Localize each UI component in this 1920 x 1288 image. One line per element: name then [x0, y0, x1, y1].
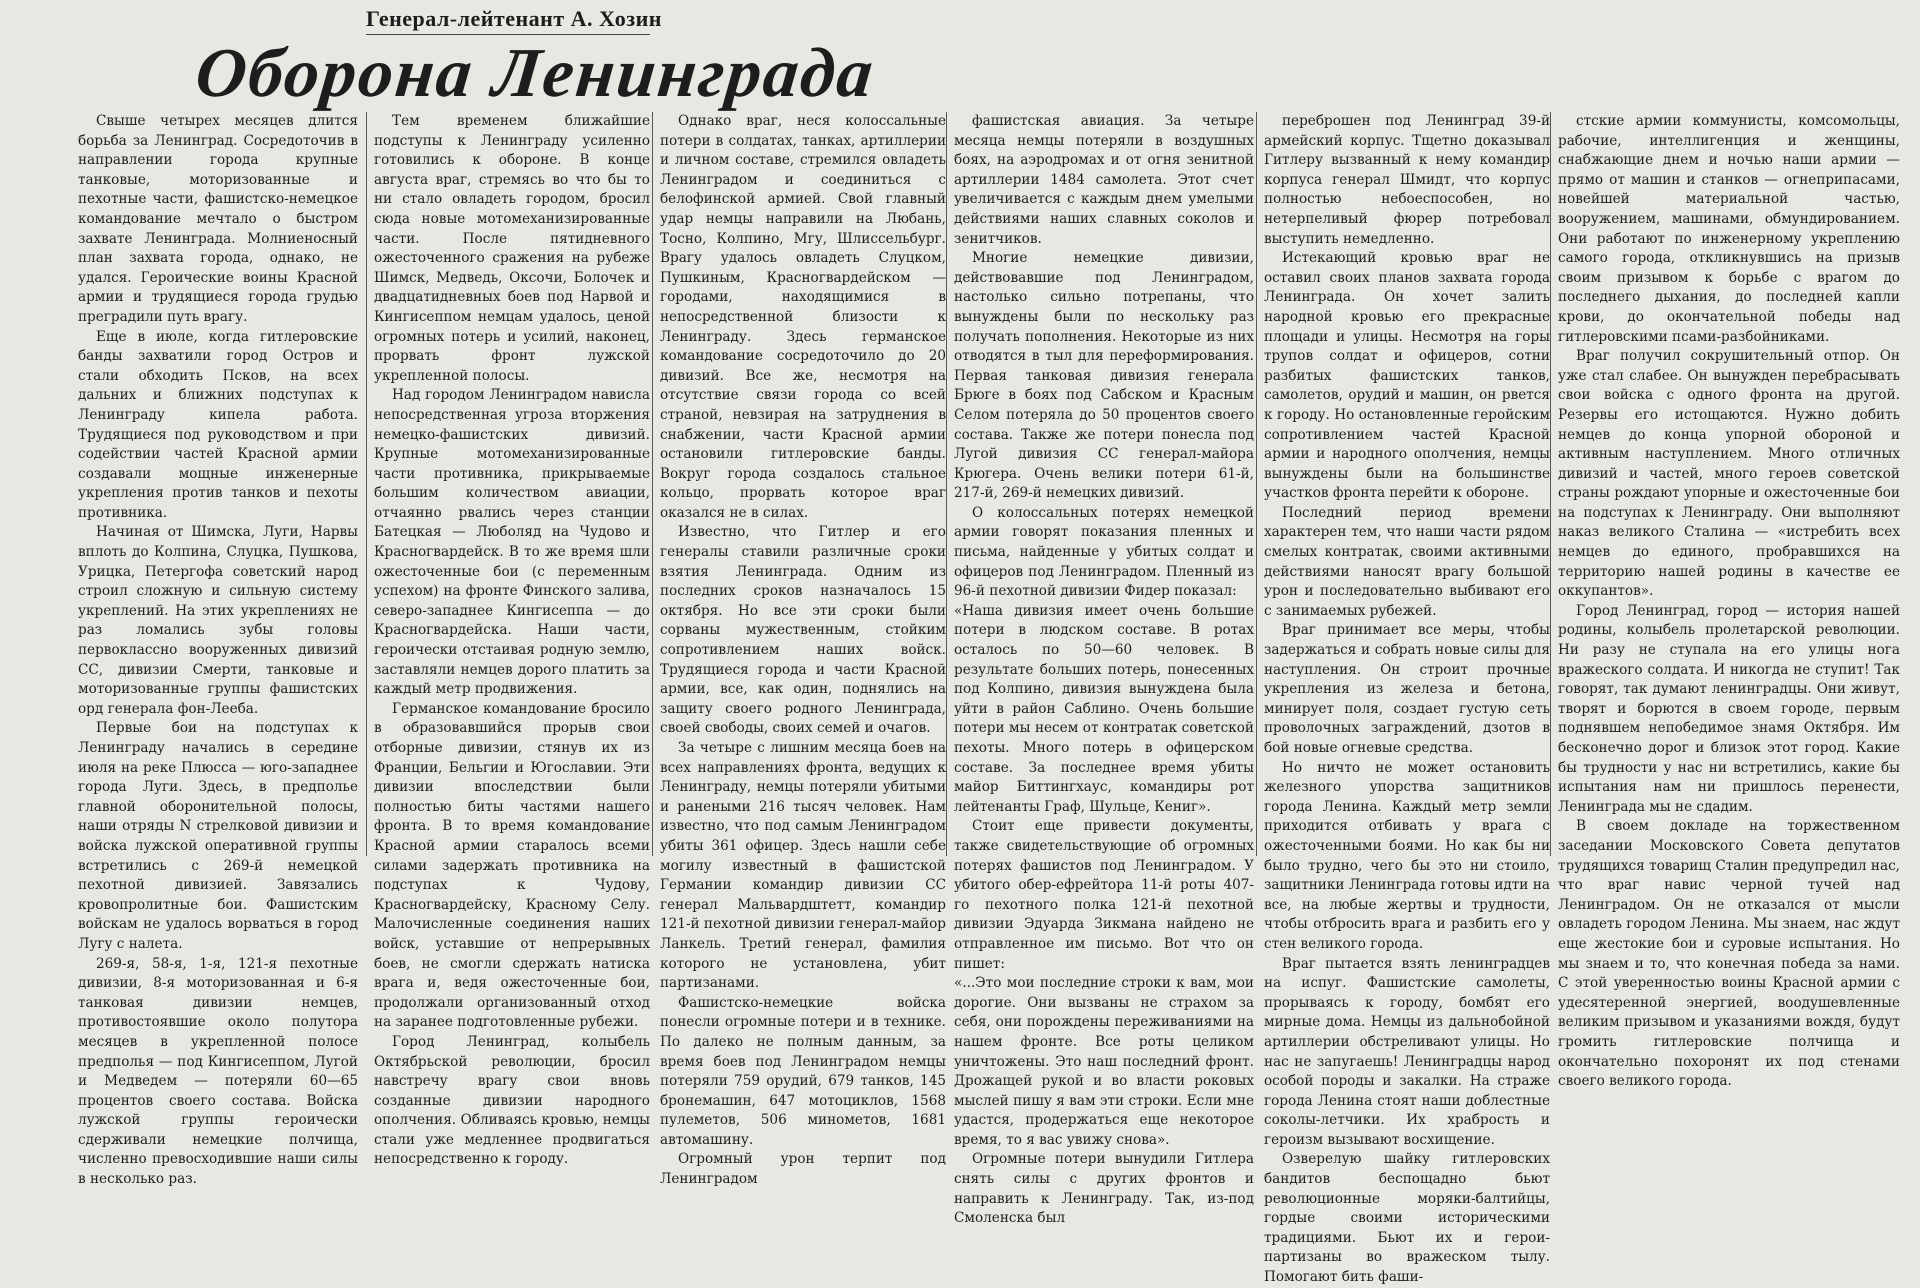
paragraph: Однако враг, неся колоссальные потери в солдатах, танках, артиллерии и личном составе, стремился овладеть Ленинградом и соединиться с белофинской армией. Свой главный удар немцы направили на Любань, Тосно, Колпино, Мгу, Шлиссельбург. Врагу удалось овладеть Слуцком, Пушкиным, Красногвардейском — городами, находящимися в непосредственной близости к Ленинграду. Здесь германское командование сосредоточило до 20 дивизий. Все же, несмотря на отсутствие связи города со всей страной, невзирая на затруднения в снабжении, части Красной армии остановили гитлеровские банды. Вокруг города создалось стальное кольцо, прорвать которое враг оказался не в силах. [660, 113, 946, 521]
column-divider [1550, 112, 1551, 856]
paragraph: Последний период времени характерен тем, что наши части рядом смелых контратак, своими активными действиями наносят врагу большой урон и последовательно выбивают его с занимаемых рубежей. [1264, 504, 1550, 619]
paragraph: Озверелую шайку гитлеровских бандитов беспощадно бьют революционные моряки-балтийцы, гордые своими историческими традициями. Бьют их и герои-партизаны во вражеском тылу. Помогают бить фаши- [1264, 1151, 1550, 1286]
paragraph: Враг принимает все меры, чтобы задержаться и собрать новые силы для наступления. Он строит прочные укрепления из железа и бетона, минирует поля, создает густую сеть проволочных заграждений, дзотов в бой новые огневые средства. [1264, 622, 1550, 756]
paragraph: Огромные потери вынудили Гитлера снять силы с других фронтов и направить к Ленинграду. Так, из-под Смоленска был [954, 1151, 1254, 1227]
article-title: Оборона Ленинграда [192, 35, 879, 112]
paragraph: Тем временем ближайшие подступы к Ленинграду усиленно готовились к обороне. В конце августа враг, стремясь во что бы то ни стало овладеть городом, бросил сюда новые мотомеханизированные части. После пятидневного ожесточенного сражения на рубеже Шимск, Медведь, Оксочи, Болочек и двадцатидневных боев под Нарвой и Кингисеппом немцам удалось, ценой огромных потерь и усилий, наконец, прорвать фронт лужской укрепленной полосы. [374, 113, 650, 384]
paragraph: Еще в июле, когда гитлеровские банды захватили город Остров и стали обходить Псков, на всех дальних и ближних подступах к Ленинграду кипела работа. Трудящиеся под руководством и при содействии частей Красной армии создавали мощные инженерные укрепления против танков и пехоты противника. [78, 328, 358, 521]
paragraph: В своем докладе на торжественном заседании Московского Совета депутатов трудящихся товарищ Сталин предупредил нас, что враг навис черной тучей над Ленинградом. Он не отказался от мысли овладеть городом Ленина. Мы знаем, нас ждут еще жестокие бои и суровые испытания. Но мы знаем и то, что конечная победа за нами. С этой уверенностью воины Красной армии с удесятеренной энергией, воодушевленные великим призывом и указаниями вождя, будут громить гитлеровские полчища и окончательно похоронят их под стенами своего великого города. [1558, 818, 1900, 1090]
paragraph: Город Ленинград, колыбель Октябрьской революции, бросил навстречу врагу свои вновь созданные дивизии народного ополчения. Обливаясь кровью, немцы стали уже медленнее продвигаться непосредственно к городу. [374, 1033, 650, 1168]
paragraph: Известно, что Гитлер и его генералы ставили различные сроки взятия Ленинграда. Одним из последних сроков назначалось 15 октября. Но все эти сроки были сорваны мужественным, стойким сопротивлением наших войск. Трудящиеся города и части Красной армии, все, как один, поднялись на защиту своего родного Ленинграда, своей свободы, своих семей и очагов. [660, 524, 946, 737]
paragraph: Враг пытается взять ленинградцев на испуг. Фашистские самолеты, прорываясь к городу, бомбят его мирные дома. Немцы из дальнобойной артиллерии обстреливают улицы. Но нас не запугаешь! Ленинградцы народ особой породы и закалки. На страже города Ленина стоят наши доблестные соколы-летчики. Их храбрость и героизм вызывают восхищение. [1264, 955, 1550, 1148]
paragraph: Начиная от Шимска, Луги, Нарвы вплоть до Колпина, Слуцка, Пушкова, Урицка, Петергофа советский народ строил сложную и сильную систему укреплений. На этих укреплениях не раз ломались зубы головы первоклассно вооруженных дивизий СС, дивизии Смерти, танковые и моторизованные группы фашистских орд генерала фон-Лееба. [78, 524, 358, 717]
paragraph: Первые бои на подступах к Ленинграду начались в середине июля на реке Плюсса — юго-западнее города Луги. Здесь, в предполье главной оборонительной полосы, наши отряды N стрелковой дивизии и войска лужской оперативной группы встретились с 269-й немецкой пехотной дивизией. Завязались кровопролитные бои. Фашистским войскам не удалось ворваться в город Лугу с налета. [78, 720, 358, 952]
paragraph: О колоссальных потерях немецкой армии говорят показания пленных и письма, найденные у убитых солдат и офицеров под Ленинградом. Пленный из 96-й пехотной дивизии Фидер показал: [954, 504, 1254, 600]
paragraph: 269-я, 58-я, 1-я, 121-я пехотные дивизии, 8-я моторизованная и 6-я танковая дивизии немцев, противостоявшие около полутора месяцев в укрепленной полосе предполья — под Кингисеппом, Лугой и Медведем — потеряли 60—65 процентов своего состава. Войска лужской группы героически сдерживали немецкие полчища, численно превосходившие наши силы в несколько раз. [78, 955, 358, 1188]
paragraph: Фашистско-немецкие войска понесли огромные потери и в технике. По далеко не полным данным, за время боев под Ленинградом немцы потеряли 759 орудий, 679 танков, 145 бронемашин, 647 мотоциклов, 1568 пулеметов, 506 минометов, 1681 автомашину. [660, 994, 946, 1148]
paragraph: Огромный урон терпит под Ленинградом [660, 1151, 946, 1188]
paragraph: Над городом Ленинградом нависла непосредственная угроза вторжения немецко-фашистских дивизий. Крупные мотомеханизированные части противника, прикрываемые большим количеством авиации, отчаянно рвались через станции Батецкая — Люболяд на Чудово и Красногвардейск. В то же время шли ожесточенные бои (с переменным успехом) на фронте Финского залива, северо-западнее Кингисеппа — до Красногвардейска. Наши части, героически отстаивая родную землю, заставляли немцев дорого платить за каждый метр продвижения. [374, 387, 650, 698]
paragraph: Город Ленинград, город — история нашей родины, колыбель пролетарской революции. Ни разу не ступала на его улицы нога вражеского солдата. И никогда не ступит! Так говорят, так думают ленинградцы. Они живут, творят и борются в своем городе, первым поднявшем непобедимое знамя Октября. Им бесконечно дорог и близок этот город. Какие бы трудности у нас ни встретились, какие бы испытания нам ни пришлось перенести, Ленинграда мы не сдадим. [1558, 602, 1900, 815]
paragraph: Многие немецкие дивизии, действовавшие под Ленинградом, настолько сильно потрепаны, что вынуждены были по нескольку раз получать пополнения. Некоторые из них отводятся в тыл для переформирования. Первая танковая дивизия генерала Брюге в боях под Сабском и Красным Селом потеряла до 50 процентов своего состава. Также же потери понесла под Лугой дивизия СС генерал-майора Крюгера. Очень велики потери 61-й, 217-й, 269-й немецких дивизий. [954, 250, 1254, 502]
column-divider [366, 112, 367, 856]
article-column-5 [1264, 112, 1550, 1286]
article-column-2 [374, 112, 650, 1168]
article-columns [78, 112, 1910, 1286]
paragraph: Германское командование бросило в образовавшийся прорыв свои отборные дивизии, стянув их из Франции, Бельгии и Югославии. Эти дивизии впоследствии были полностью биты частями нашего фронта. В то время командование Красной армии старалось всеми силами задержать противника на подступах к Чудову, Красногвардейску, Красному Селу. Малочисленные соединения наших войск, уставшие от непрерывных боев, не смогли сдержать натиска врага и, ведя ожесточенные бои, продолжали организованный отход на заранее подготовленные рубежи. [374, 700, 650, 1031]
paragraph: «...Это мои последние строки к вам, мои дорогие. Они вызваны не страхом за себя, они порождены переживаниями на нашем фронте. Все роты целиком уничтожены. Это наш последний фронт. Дрожащей рукой и во власти роковых мыслей пишу я вам эти строки. Если мне удастся, продержаться еще некоторое время, то я вас увижу снова». [954, 975, 1254, 1148]
paragraph: переброшен под Ленинград 39-й армейский корпус. Тщетно доказывал Гитлеру вызванный к нему командир корпуса генерал Шмидт, что корпус полностью небоеспособен, но нетерпеливый фюрер потребовал выступить немедленно. [1264, 113, 1550, 247]
article-column-1 [78, 112, 358, 1188]
paragraph: «Наша дивизия имеет очень большие потери в людском составе. В ротах осталось по 50—60 человек. В результате больших потерь, понесенных под Колпино, дивизия вынуждена была уйти в район Саблино. Очень большие потери мы несем от контратак советской пехоты. Много потерь в офицерском составе. За последнее время убиты майор Биттингхаус, командиры рот лейтенанты Граф, Шульце, Кениг». [954, 602, 1254, 815]
author-byline: Генерал-лейтенант А. Хозин [366, 6, 662, 31]
paragraph: Истекающий кровью враг не оставил своих планов захвата города Ленинграда. Он хочет залить народной кровью его прекрасные площади и улицы. Несмотря на горы трупов солдат и офицеров, сотни разбитых фашистских танков, самолетов, орудий и машин, он рвется к городу. Но остановленные геройским сопротивлением частей Красной армии и народного ополчения, немцы вынуждены были на большинстве участков фронта перейти к обороне. [1264, 250, 1550, 502]
paragraph: За четыре с лишним месяца боев на всех направлениях фронта, ведущих к Ленинграду, немцы потеряли убитыми и ранеными 216 тысяч человек. Нам известно, что под самым Ленинградом убиты 361 офицер. Здесь нашли себе могилу известный в фашистской Германии командир дивизии СС генерал Мальвардштетт, командир 121-й пехотной дивизии генерал-майор Ланкель. Третий генерал, фамилия которого не установлена, убит партизанами. [660, 740, 946, 992]
column-divider [652, 112, 653, 856]
paragraph: Враг получил сокрушительный отпор. Он уже стал слабее. Он вынужден перебрасывать свои войска с одного фронта на другой. Резервы его истощаются. Нужно добить немцев до конца упорной обороной и активным наступлением. Много отличных дивизий и частей, много героев советской страны рождают упорные и ожесточенные бои на подступах к Ленинграду. Они выполняют наказ великого Сталина — «истребить всех немцев до единого, пробравшихся на территорию нашей родины в качестве ее оккупантов». [1558, 348, 1900, 600]
paragraph: Стоит еще привести документы, также свидетельствующие об огромных потерях фашистов под Ленинградом. У убитого обер-ефрейтора 11-й роты 407-го пехотного полка 121-й пехотной дивизии Эдуарда Зикмана найдено не отправленное им письмо. Вот что он пишет: [954, 818, 1254, 972]
article-column-4 [954, 112, 1254, 1227]
paragraph: Но ничто не может остановить железного упорства защитников города Ленина. Каждый метр земли приходится отбивать у врага с ожесточенными боями. Но как бы ни было трудно, чего бы это ни стоило, защитники Ленинграда готовы идти на все, на любые жертвы и трудности, чтобы отбросить врага и разбить его у стен великого города. [1264, 759, 1550, 952]
paragraph: стские армии коммунисты, комсомольцы, рабочие, интеллигенция и женщины, снабжающие днем и ночью наши армии — прямо от машин и станков — огнеприпасами, новейшей материальной частью, вооружением, машинами, обмундированием. Они работают по инженерному укреплению самого города, откликнувшись на призыв своим призывом к борьбе с врагом до последнего дыхания, до последней капли крови, до окончательной победы над гитлеровскими псами-разбойниками. [1558, 113, 1900, 345]
paragraph: фашистская авиация. За четыре месяца немцы потеряли в воздушных боях, на аэродромах и от огня зенитной артиллерии 1484 самолета. Этот счет увеличивается с каждым днем умелыми действиями наших славных соколов и зенитчиков. [954, 113, 1254, 247]
column-divider [1256, 112, 1257, 856]
article-column-6 [1558, 112, 1900, 1090]
paragraph: Свыше четырех месяцев длится борьба за Ленинград. Сосредоточив в направлении города крупные танковые, моторизованные и пехотные части, фашистско-немецкое командование мечтало о быстром захвате Ленинграда. Молниеносный план захвата города, однако, не удался. Героические воины Красной армии и трудящиеся города грудью преградили путь врагу. [78, 113, 358, 325]
article-column-3 [660, 112, 946, 1188]
column-divider [946, 112, 947, 856]
